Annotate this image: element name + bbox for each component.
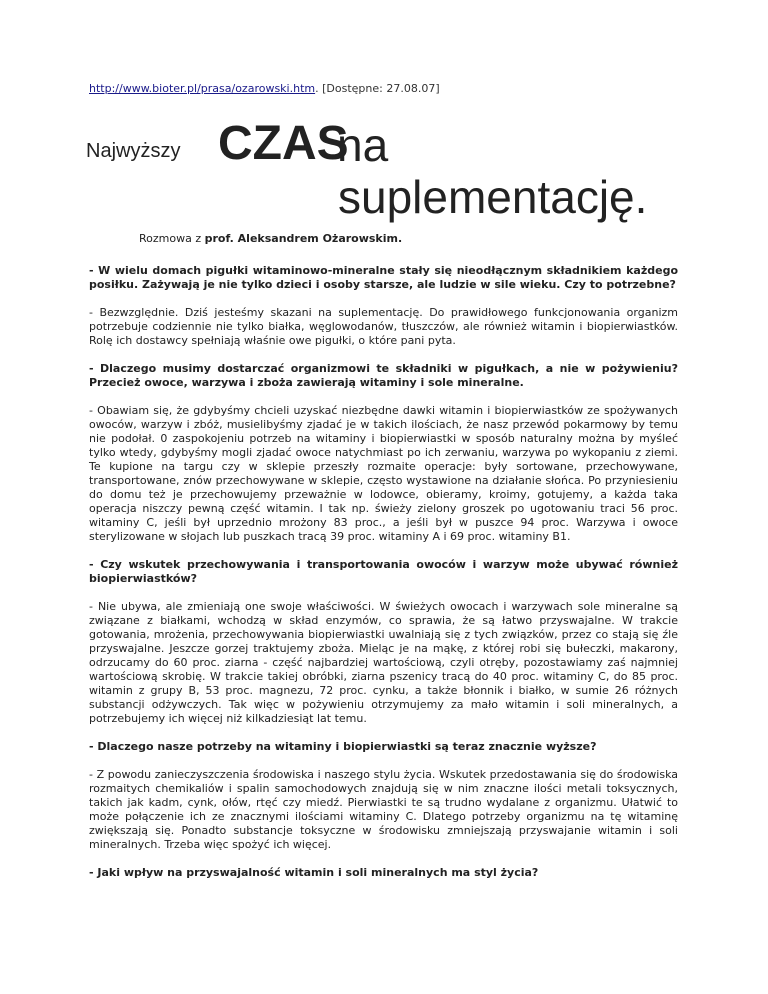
title-rest: suplementację. [338,171,648,223]
answer-3: - Nie ubywa, ale zmieniają one swoje właściwości. W świeżych owocach i warzywach sole mineralne są związane z białkami, wchodzą w skład enzymów, co sprawia, że są łatwo przyswajalne. W trakcie gotowania, mrożenia, przechowywania biopierwiastki uwalniają się z tych związków, przez co stają się źle przyswajalne. Jeszcze gorzej traktujemy zboża. Mieląc je na mąkę, z której robi się bułeczki, makarony, odrzucamy do 60 proc. ziarna - część najbardziej wartościową, czyli otręby, pozostawiamy zaś najmniej wartościową skrobię. W trakcie takiej obróbki, ziarna pszenicy tracą do 40 proc. witaminy C, do 85 proc. witamin z grupy B, 53 proc. magnezu, 72 proc. cynku, a także błonnik i białko, w sumie 26 różnych substancji odżywczych. Tak więc w pożywieniu otrzymujemy za mało witamin i soli mineralnych, a potrzebujemy ich więcej niż kilkadziesiąt lat temu. [89,600,678,725]
answer-1: - Bezwzględnie. Dziś jesteśmy skazani na suplementację. Do prawidłowego funkcjonowania organizm potrzebuje codziennie nie tylko białka, węglowodanów, tłuszczów, ale również witamin i biopierwiastków. Rolę ich dostawcy spełniają właśnie owe pigułki, o które pani pyta. [89,306,678,347]
question-3: - Czy wskutek przechowywania i transportowania owoców i warzyw może ubywać również biopierwiastków? [89,558,678,585]
source-availability: . [Dostępne: 27.08.07] [315,82,440,95]
source-line [89,82,440,95]
source-link[interactable]: http://www.bioter.pl/prasa/ozarowski.htm [89,82,316,95]
title-prefix: Najwyższy [86,140,181,162]
question-5: - Jaki wpływ na przyswajalność witamin i soli mineralnych ma styl życia? [89,866,539,879]
answer-4: - Z powodu zanieczyszczenia środowiska i naszego stylu życia. Wskutek przedostawania się do środowiska rozmaitych chemikaliów i spalin samochodowych znajdują się w nim znaczne ilości metali toksycznych, takich jak kadm, cynk, ołów, rtęć czy miedź. Pierwiastki te są trudno wydalane z organizmu. Ułatwić to może połączenie ich ze znacznymi ilościami witaminy C. Dlatego potrzeby organizmu na tę witaminę zwiększają się. Ponadto substancje toksyczne w środowisku zmniejszają przyswajanie witamin i soli mineralnych. Trzeba więc spożyć ich więcej. [89,768,678,851]
title-na: na [337,119,389,171]
question-1: - W wielu domach pigułki witaminowo-mineralne stały się nieodłącznym składnikiem każdego posiłku. Zażywają je nie tylko dzieci i osoby starsze, ale ludzie w sile wieku. Czy to potrzebne? [89,264,678,291]
title-main: CZAS [218,117,349,170]
article-body [89,264,678,894]
question-4: - Dlaczego nasze potrzeby na witaminy i biopierwiastki są teraz znacznie wyższe? [89,740,597,753]
question-2: - Dlaczego musimy dostarczać organizmowi te składniki w pigułkach, a nie w pożywieniu? Przecież owoce, warzywa i zboża zawierają witaminy i sole mineralne. [89,362,678,389]
answer-2: - Obawiam się, że gdybyśmy chcieli uzyskać niezbędne dawki witamin i biopierwiastków ze spożywanych owoców, warzyw i zbóż, musielibyśmy zjadać je w takich ilościach, że nasz przewód pokarmowy by temu nie podołał. 0 zaspokojeniu potrzeb na witaminy i biopierwiastki w sposób naturalny można by myśleć tylko wtedy, gdybyśmy mogli zjadać owoce natychmiast po ich zerwaniu, warzywa po wykopaniu z ziemi. Te kupione na targu czy w sklepie przeszły rozmaite operacje: były sortowane, przechowywane, transportowane, znów przechowywane w sklepie, często wystawione na działanie słońca. Po przyniesieniu do domu też je przechowujemy przeważnie w lodowce, obieramy, kroimy, gotujemy, a każda taka operacja niszczy pewną część witamin. I tak np. świeży zielony groszek po ugotowaniu traci 56 proc. witaminy C, jeśli był uprzednio mrożony 83 proc., a jeśli był w puszce 94 proc. Warzywa i owoce sterylizowane w słojach lub puszkach tracą 39 proc. witaminy A i 69 proc. witaminy B1. [89,404,678,543]
interviewee-name: prof. Aleksandrem Ożarowskim. [204,232,403,245]
interview-lead: Rozmowa z [139,232,205,245]
interview-line [139,232,402,245]
